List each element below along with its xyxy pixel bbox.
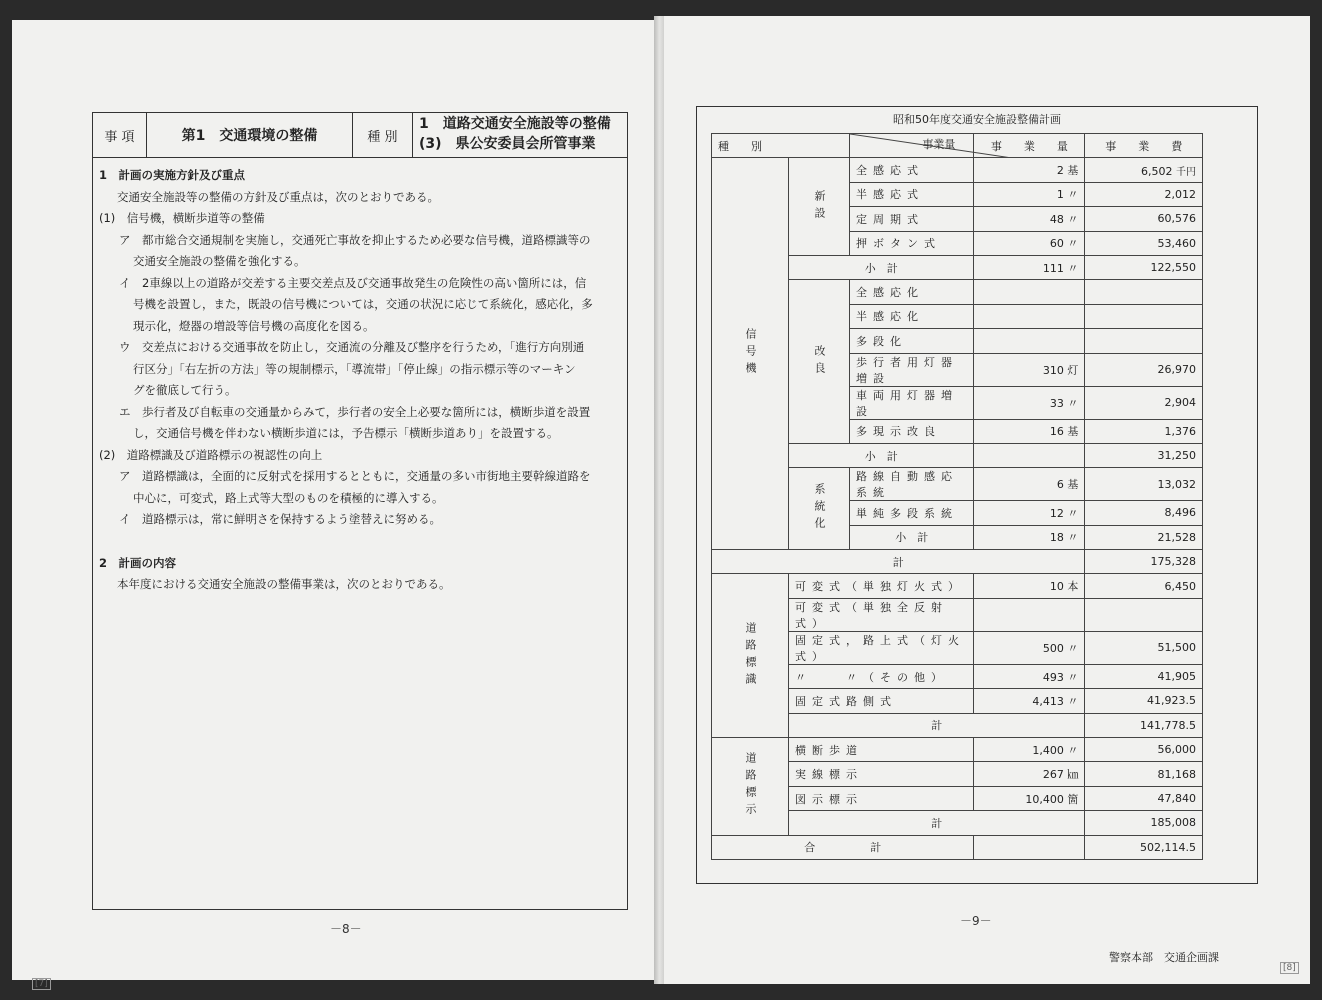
body-line: 2 計画の内容 [99, 555, 177, 570]
body-line: し，交通信号機を伴わない横断歩道には，予告標示「横断歩道あり」を設置する。 [133, 426, 559, 440]
cost-cell [1085, 811, 1203, 835]
group-signal: 信号機 [712, 158, 789, 550]
page-header [93, 113, 627, 158]
body-line: イ 2車線以上の道路が交差する主要交差点及び交通事故発生の危険性の高い箇所には，信 [119, 275, 587, 290]
cost-value: 56,000 [1157, 743, 1196, 757]
cost-cell [1085, 231, 1203, 255]
signs-total-label: 計 [789, 713, 1085, 737]
body-line: 本年度における交通安全施設の整備事業は，次のとおりである。 [117, 577, 451, 591]
cost-cell [1085, 207, 1203, 231]
item-name: 固定式，路上式（灯火式） [789, 631, 974, 664]
body-line: 現示化，燈器の増設等信号機の高度化を図る。 [133, 318, 375, 333]
subtotal-label: 小 計 [789, 255, 974, 279]
qty-cell: 267 ㎞ [974, 762, 1085, 786]
qty-cell [974, 598, 1085, 631]
item-name: 〃 〃（その他） [789, 664, 974, 688]
item-name: 半感応式 [850, 182, 974, 206]
qty-cell: 12 〃 [974, 501, 1085, 525]
cost-cell [1085, 598, 1203, 631]
body-line: ア 道路標識は，全面的に反射式を採用するとともに，交通量の多い市街地主要幹線道路を [119, 469, 591, 483]
cost-unit: 千円 [1176, 166, 1196, 178]
group-signs: 道路標識 [712, 574, 789, 738]
right-page [664, 16, 1310, 984]
header-kind-line2: (3) 県公安委員会所管事業 [419, 136, 596, 152]
qty-cell: 493 〃 [974, 664, 1085, 688]
cost-value: 2,904 [1164, 396, 1196, 410]
cost-cell [1085, 631, 1203, 664]
item-name: 押ボタン式 [850, 231, 974, 255]
head-amount: 事 業 量 [974, 134, 1085, 158]
table-row [712, 738, 1203, 762]
head-amount-diag: 事業量 [922, 138, 956, 151]
spacer [99, 531, 619, 553]
cost-value: 81,168 [1157, 767, 1196, 781]
qty-cell: 60 〃 [974, 231, 1085, 255]
grand-total-label: 合 計 [712, 835, 974, 859]
qty-cell [974, 443, 1085, 467]
table-caption: 昭和50年度交通安全施設整備計画 [893, 113, 1061, 126]
item-name: 可変式（単独灯火式） [789, 574, 974, 598]
item-name: 横断歩道 [789, 738, 974, 762]
cost-cell [1085, 664, 1203, 688]
body-line: イ 道路標示は，常に鮮明さを保持するよう塗替えに努める。 [119, 512, 441, 526]
cost-value: 41,905 [1157, 670, 1196, 684]
table-row [712, 835, 1203, 859]
cost-cell [1085, 574, 1203, 598]
head-diagonal [850, 134, 974, 158]
cost-cell [1085, 762, 1203, 786]
head-kind: 種 別 [712, 134, 850, 158]
cost-value: 6,450 [1164, 579, 1196, 593]
cost-cell [1085, 255, 1203, 279]
table-row [712, 550, 1203, 574]
cost-value: 51,500 [1157, 641, 1196, 655]
qty-cell: 500 〃 [974, 631, 1085, 664]
item-name: 歩行者用灯器増設 [850, 353, 974, 386]
item-name: 全感応化 [850, 280, 974, 304]
body-line: 行区分」「右左折の方法」等の規制標示，「導流帯」「停止線」の指示標示等のマーキン [133, 361, 576, 376]
item-name: 車両用灯器増設 [850, 386, 974, 419]
page-number-left: －8－ [330, 922, 362, 936]
cost-value: 122,550 [1150, 261, 1196, 275]
body-line: エ 歩行者及び自転車の交通量からみて，歩行者の安全上必要な箇所には，横断歩道を設置 [119, 404, 591, 419]
page-number-right: －9－ [960, 914, 992, 928]
qty-cell: 16 基 [974, 419, 1085, 443]
cost-cell [1085, 182, 1203, 206]
cost-value: 185,008 [1150, 816, 1196, 830]
cost-cell [1085, 158, 1203, 182]
qty-cell: 18 〃 [974, 525, 1085, 549]
group-marks: 道路標示 [712, 738, 789, 836]
cost-value: 141,778.5 [1140, 718, 1196, 732]
body-line: 中心に，可変式，路上式等大型のものを積極的に導入する。 [133, 490, 444, 505]
cost-cell [1085, 468, 1203, 501]
sub-improve: 改良 [789, 280, 850, 444]
body-line: ウ 交差点における交通事故を防止し，交通流の分離及び整序を行うため，「進行方向別通 [119, 340, 585, 354]
footer-department: 警察本部 交通企画課 [1109, 951, 1219, 964]
item-name: 固定式路側式 [789, 689, 974, 713]
qty-cell: 33 〃 [974, 386, 1085, 419]
corner-mark-right: [8] [1280, 962, 1299, 974]
header-item [147, 113, 353, 157]
item-name: 半感応化 [850, 304, 974, 328]
cost-value: 26,970 [1157, 363, 1196, 377]
cost-value: 2,012 [1164, 187, 1196, 201]
qty-cell: 4,413 〃 [974, 689, 1085, 713]
cost-value: 53,460 [1157, 236, 1196, 250]
cost-cell [1085, 419, 1203, 443]
left-page [12, 20, 656, 989]
body-line: 1 計画の実施方針及び重点 [99, 168, 246, 182]
cost-value: 175,328 [1150, 555, 1196, 569]
table-row [712, 158, 1203, 182]
subtotal-label: 小 計 [789, 443, 974, 467]
item-name: 全感応式 [850, 158, 974, 182]
body-line: (1) 信号機，横断歩道等の整備 [99, 211, 265, 225]
item-name: 実線標示 [789, 762, 974, 786]
body-line: 交通安全施設等の整備の方針及び重点は，次のとおりである。 [117, 189, 439, 204]
cost-cell [1085, 738, 1203, 762]
sub-new: 新設 [789, 158, 850, 256]
cost-cell [1085, 329, 1203, 353]
cost-cell [1085, 713, 1203, 737]
qty-cell [974, 329, 1085, 353]
head-cost: 事 業 費 [1085, 134, 1203, 158]
qty-cell [974, 280, 1085, 304]
cost-value: 502,114.5 [1140, 840, 1196, 854]
body-text [99, 165, 619, 596]
qty-cell: 6 基 [974, 468, 1085, 501]
cost-cell [1085, 280, 1203, 304]
qty-cell: 310 灯 [974, 353, 1085, 386]
cost-value: 8,496 [1164, 506, 1196, 520]
item-name: 図示標示 [789, 786, 974, 810]
right-page-frame [696, 106, 1258, 964]
cost-value: 6,502 [1141, 164, 1173, 178]
body-line: 交通安全施設の整備を強化する。 [133, 254, 306, 268]
cost-value: 13,032 [1157, 477, 1196, 491]
table-row [712, 134, 1203, 158]
header-label-item: 事 項 [93, 113, 147, 157]
header-kind [413, 113, 627, 157]
cost-value: 21,528 [1157, 530, 1196, 544]
header-label-kind: 種 別 [353, 113, 413, 157]
item-name: 多段化 [850, 329, 974, 353]
cost-value: 41,923.5 [1147, 694, 1196, 708]
body-line: ア 都市総合交通規制を実施し，交通死亡事故を抑止するため必要な信号機，道路標識等の [119, 232, 591, 247]
body-line: グを徹底して行う。 [133, 383, 237, 397]
marks-total-label: 計 [789, 811, 1085, 835]
header-item-text: 第1 交通環境の整備 [181, 128, 318, 144]
signal-total-label: 計 [712, 550, 1085, 574]
item-name: 可変式（単独全反射式） [789, 598, 974, 631]
cost-cell [1085, 689, 1203, 713]
plan-table [711, 133, 1203, 860]
cost-cell [1085, 786, 1203, 810]
qty-cell: 1 〃 [974, 182, 1085, 206]
header-kind-line1: 1 道路交通安全施設等の整備 [419, 116, 611, 132]
subtotal-label: 小 計 [850, 525, 974, 549]
cost-value: 60,576 [1157, 212, 1196, 226]
table-row [712, 574, 1203, 598]
qty-cell: 10 本 [974, 574, 1085, 598]
cost-cell [1085, 353, 1203, 386]
qty-cell: 111 〃 [974, 255, 1085, 279]
body-line: (2) 道路標識及び道路標示の視認性の向上 [99, 447, 323, 462]
left-page-frame [92, 112, 628, 910]
qty-cell: 1,400 〃 [974, 738, 1085, 762]
item-name: 多現示改良 [850, 419, 974, 443]
cost-value: 1,376 [1164, 424, 1196, 438]
cost-cell [1085, 525, 1203, 549]
cost-value: 31,250 [1157, 449, 1196, 463]
cost-cell [1085, 550, 1203, 574]
qty-cell: 10,400 箇 [974, 786, 1085, 810]
cost-value: 47,840 [1157, 792, 1196, 805]
cost-cell [1085, 386, 1203, 419]
item-name: 路線自動感応系統 [850, 468, 974, 501]
cost-cell [1085, 443, 1203, 467]
item-name: 定周期式 [850, 207, 974, 231]
qty-cell [974, 835, 1085, 859]
corner-mark-left: [7] [32, 978, 51, 990]
body-line: 号機を設置し，また，既設の信号機については，交通の状況に応じて系統化，感応化，多 [133, 297, 593, 311]
qty-cell: 2 基 [974, 158, 1085, 182]
sub-system: 系統化 [789, 468, 850, 550]
cost-cell [1085, 304, 1203, 328]
qty-cell: 48 〃 [974, 207, 1085, 231]
cost-cell [1085, 835, 1203, 859]
item-name: 単純多段系統 [850, 501, 974, 525]
qty-cell [974, 304, 1085, 328]
cost-cell [1085, 501, 1203, 525]
